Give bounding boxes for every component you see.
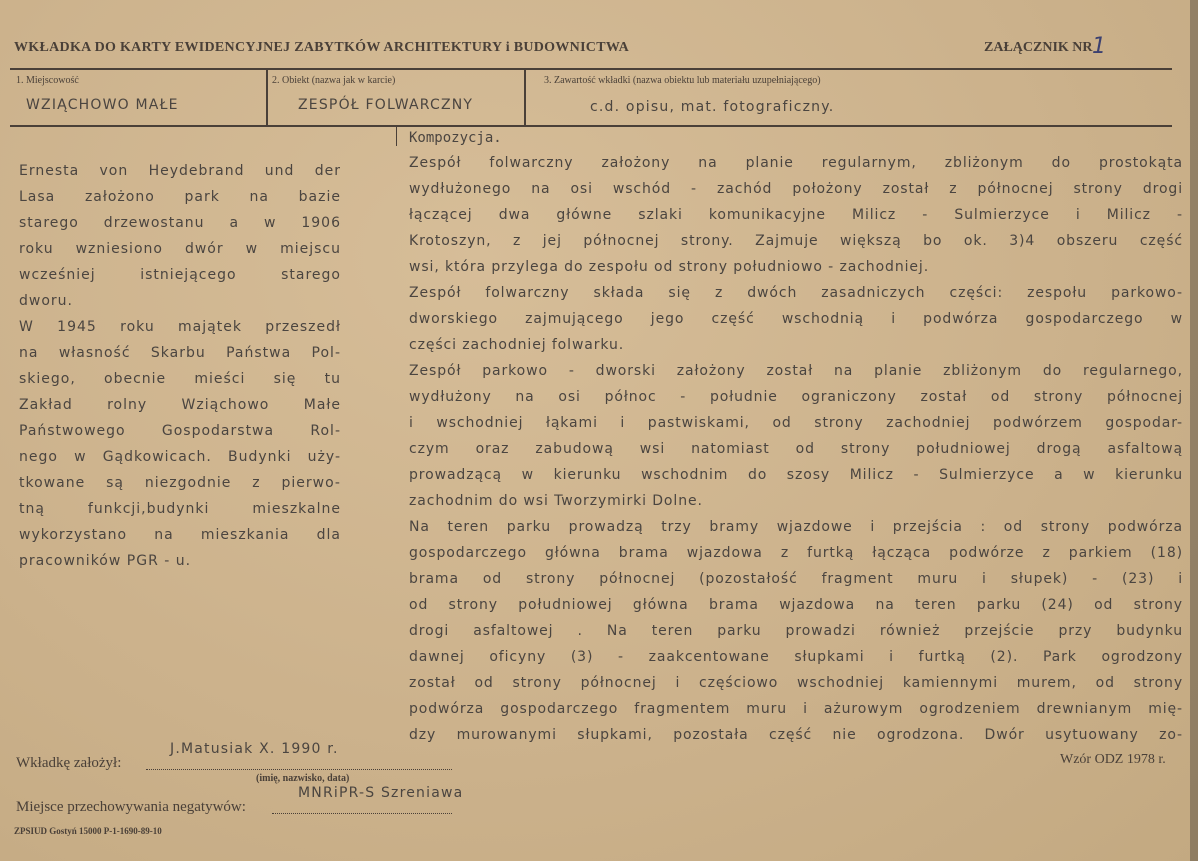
left-line: skiego, obecnie mieści się tu bbox=[19, 371, 341, 387]
right-line: podwórza gospodarczego fragmentem muru i ażurowym ogrodzeniem drewnianym mię- bbox=[409, 701, 1183, 717]
author-value: J.Matusiak X. 1990 r. bbox=[170, 741, 339, 757]
right-line: dworskiego zajmującego jego część wschodnią i podwórza gospodarczego w bbox=[409, 311, 1183, 327]
right-line: zachodnim do wsi Tworzymirki Dolne. bbox=[409, 493, 703, 509]
negatives-line bbox=[272, 813, 452, 814]
attachment-number: 1 bbox=[1092, 34, 1106, 59]
object-value: ZESPÓŁ FOLWARCZNY bbox=[298, 97, 474, 113]
right-line: gospodarczego główna brama wjazdowa z furtką łącząca podwórze z parkiem (18) bbox=[409, 545, 1183, 561]
author-label: Wkładkę założył: bbox=[16, 755, 122, 771]
right-line: brama od strony północnej (pozostałość fragment muru i słupek) - (23) i bbox=[409, 571, 1183, 587]
left-line: Lasa założono park na bazie bbox=[19, 189, 341, 205]
right-line: Zespół folwarczny założony na planie regularnym, zbliżonym do prostokąta bbox=[409, 155, 1183, 171]
right-line: drogi asfaltowej . Na teren parku prowadzi również przejście przy budynku bbox=[409, 623, 1183, 639]
right-line: łączącej dwa główne szlaki komunikacyjne Milicz - Sulmierzyce i Milicz - bbox=[409, 207, 1183, 223]
left-text-column bbox=[19, 158, 341, 574]
left-line: na własność Skarbu Państwa Pol- bbox=[19, 345, 341, 361]
right-line: czym oraz zabudową wsi natomiast od strony południowej drogą asfaltową bbox=[409, 441, 1183, 457]
field-divider-1 bbox=[266, 70, 268, 126]
author-caption: (imię, nazwisko, data) bbox=[256, 773, 350, 784]
right-line: od strony południowej główna brama wjazdowa na teren parku (24) od strony bbox=[409, 597, 1183, 613]
right-line: Na teren parku prowadzą trzy bramy wjazdowe i przejścia : od strony podwórza bbox=[409, 519, 1183, 535]
right-line: Krotoszyn, z jej północnej strony. Zajmuje większą bo ok. 3)4 obszeru część bbox=[409, 233, 1183, 249]
form-version: Wzór ODZ 1978 r. bbox=[1060, 752, 1166, 767]
card-title: WKŁADKA DO KARTY EWIDENCYJNEJ ZABYTKÓW ARCHITEKTURY i BUDOWNICTWA bbox=[14, 40, 630, 55]
print-code: ZPSIUD Gostyń 15000 P-1-1690-89-10 bbox=[14, 826, 162, 836]
author-line bbox=[146, 769, 452, 770]
left-line: pracowników PGR - u. bbox=[19, 553, 192, 569]
left-line: starego drzewostanu a w 1906 bbox=[19, 215, 341, 231]
left-line: Zakład rolny Wziąchowo Małe bbox=[19, 397, 341, 413]
right-line: został od strony północnej i częściowo wschodniej kamiennymi murem, od strony bbox=[409, 675, 1183, 691]
left-line: Państwowego Gospodarstwa Rol- bbox=[19, 423, 341, 439]
right-line: dzy murowanymi słupkami, pozostała część nie ogrodzona. Dwór usytuowany zo- bbox=[409, 727, 1183, 743]
left-line: wykorzystano na mieszkania dla bbox=[19, 527, 341, 543]
left-line: wcześniej istniejącego starego bbox=[19, 267, 341, 283]
right-line: części zachodniej folwarku. bbox=[409, 337, 625, 353]
header-rule bbox=[10, 68, 1172, 70]
field-divider-2 bbox=[524, 70, 526, 126]
left-line: tkowane są niezgodnie z pierwo- bbox=[19, 475, 341, 491]
right-line: Zespół folwarczny składa się z dwóch zasadniczych części: zespołu parkowo- bbox=[409, 285, 1183, 301]
right-line: wsi, która przylega do zespołu od strony południowo - zachodniej. bbox=[409, 259, 930, 275]
right-line: prowadzącą w kierunku wschodnim do szosy Milicz - Sulmierzyce a w kierunku bbox=[409, 467, 1183, 483]
left-line: nego w Gądkowicach. Budynki uży- bbox=[19, 449, 341, 465]
section-heading: Kompozycja. bbox=[409, 130, 502, 146]
left-line: dworu. bbox=[19, 293, 73, 309]
object-label: 2. Obiekt (nazwa jak w karcie) bbox=[272, 75, 396, 86]
locality-value: WZIĄCHOWO MAŁE bbox=[26, 97, 179, 113]
left-line: tną funkcji,budynki mieszkalne bbox=[19, 501, 341, 517]
contents-value: c.d. opisu, mat. fotograficzny. bbox=[590, 99, 835, 115]
right-line: dawnej oficyny (3) - zaakcentowane słupkami i furtką (2). Park ogrodzony bbox=[409, 649, 1183, 665]
column-divider bbox=[396, 126, 397, 146]
right-text-column bbox=[409, 150, 1183, 748]
right-edge-shadow bbox=[1190, 0, 1198, 861]
contents-label: 3. Zawartość wkładki (nazwa obiektu lub materiału uzupełniającego) bbox=[544, 75, 821, 86]
right-line: i wschodniej łąkami i pastwiskami, od strony zachodniej podwórzem gospodar- bbox=[409, 415, 1183, 431]
left-line: W 1945 roku majątek przeszedł bbox=[19, 319, 341, 335]
right-line: wydłużony na osi północ - południe ograniczony został od strony północnej bbox=[409, 389, 1183, 405]
negatives-value: MNRiPR-S Szreniawa bbox=[298, 785, 464, 801]
left-line: Ernesta von Heydebrand und der bbox=[19, 163, 341, 179]
left-line: roku wzniesiono dwór w miejscu bbox=[19, 241, 341, 257]
negatives-label: Miejsce przechowywania negatywów: bbox=[16, 799, 246, 815]
locality-label: 1. Miejscowość bbox=[16, 75, 79, 86]
attachment-label: ZAŁĄCZNIK NR bbox=[984, 40, 1093, 55]
right-line: wydłużonego na osi wschód - zachód położony został z północnej strony drogi bbox=[409, 181, 1183, 197]
right-line: Zespół parkowo - dworski założony został na planie zbliżonym do regularnego, bbox=[409, 363, 1183, 379]
fields-rule bbox=[10, 125, 1172, 127]
